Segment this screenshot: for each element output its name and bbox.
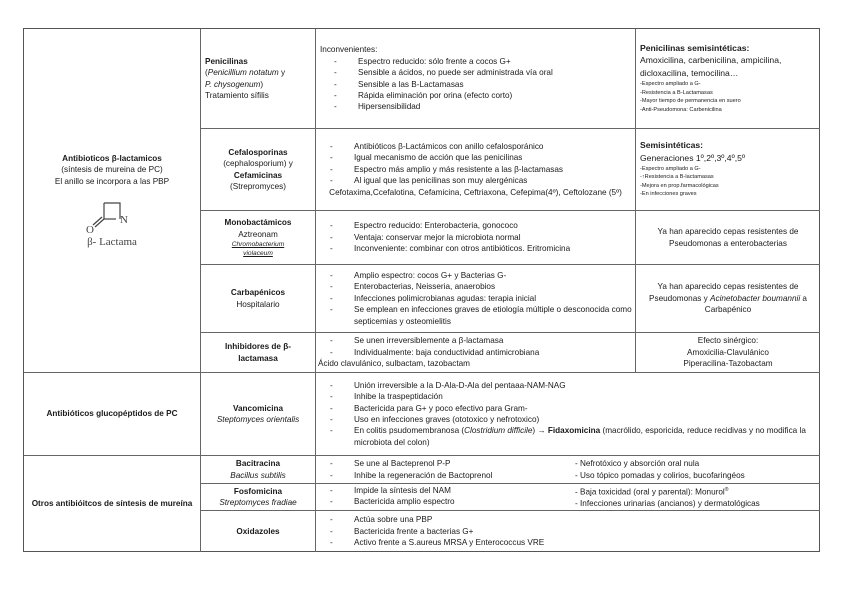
desc-vancomicina — [316, 373, 820, 456]
side-item: - Baja toxicidad (oral y parental): Monurol® — [575, 486, 729, 497]
desc-item: - Espectro más amplio y más resistente a las β-lactamasas — [330, 164, 635, 175]
examples: Ácido clavulánico, sulbactam, tazobactam — [318, 359, 471, 369]
desc-cefalosporinas — [316, 129, 636, 211]
desc-item: - Se une al Bacteprenol P-P — [330, 458, 575, 469]
desc-fosfomicina — [316, 484, 820, 511]
drug-source: Bacillus subtilis — [230, 470, 286, 480]
extra-small: -Mayor tiempo de permanencia en suero — [640, 98, 741, 105]
desc-item: - Bactericida para G+ y poco efectivo para Gram- — [330, 403, 820, 414]
desc-item: - Activo frente a S.aureus MRSA y Enterococcus VRE — [330, 537, 820, 548]
extra-carbapenicos — [636, 265, 820, 333]
extra-monobactamicos — [636, 211, 820, 265]
drug-name: Vancomicina — [232, 403, 284, 413]
extra-title: Semisintéticas: — [640, 140, 704, 151]
beta-lactam-molecule — [82, 195, 142, 248]
group-title: Otros antibióitcos de síntesis de mureína — [31, 499, 193, 509]
extra-small: -Anti-Pseudomona: Carbenicilina — [640, 106, 722, 113]
extra-text: Ya han aparecido cepas resistentes de Pseudomonas a enterobacterias — [657, 227, 799, 248]
extra-small: -Mejora en prop.farmacológicas — [640, 182, 719, 189]
molecule-label: β- Lactama — [87, 235, 137, 248]
extra-line: Amoxicilia-Clavulánico — [687, 347, 769, 357]
drug-source: (cephalosporium) y — [223, 159, 293, 169]
extra-line: Efecto sinérgico: — [697, 336, 759, 346]
desc-item: - Espectro reducido: sólo frente a cocos G+ — [334, 56, 635, 67]
desc-item: - Infecciones polimicrobianas agudas: terapia inicial — [330, 293, 635, 304]
desc-item: - Unión irreversible a la D-Ala-D-Ala del pentaaa-NAM-NAG — [330, 380, 820, 391]
desc-item: - Igual mecanismo de acción que las penicilinas — [330, 152, 635, 163]
group-title: Antibióticos glucopéptidos de PC — [46, 409, 178, 419]
desc-item: - Amplio espectro: cocos G+ y Bacterias G- — [330, 270, 635, 281]
desc-item: - Al igual que las penicilinas son muy alergénicas — [330, 175, 635, 186]
desc-monobactamicos — [316, 211, 636, 265]
group-note: El anillo se incorpora a las PBP — [54, 176, 170, 186]
desc-item: - Inconveniente: combinar con otros antibióticos. Eritromicina — [330, 243, 635, 254]
extra-text: Generaciones 1º,2º,3º,4º,5º — [640, 152, 746, 163]
extra-text: Ya han aparecido cepas resistentes de Pseudomonas y Acinetobacter boumannii a Carbapénico — [649, 282, 807, 315]
drug-name: Monobactámicos — [224, 218, 292, 228]
drug-source-2: (Strepromyces) — [230, 181, 286, 191]
extra-line: Piperacilina-Tazobactam — [683, 359, 773, 369]
group-others — [24, 456, 201, 552]
drug-cefalosporinas — [201, 129, 316, 211]
extra-penicilinas — [636, 29, 820, 129]
desc-item: - Sensible a ácidos, no puede ser administrada vía oral — [334, 67, 635, 78]
drug-name: Carbapénicos — [230, 288, 286, 298]
extra-small: -Resistencia a B-Lactamasas — [640, 89, 713, 96]
drug-inhibidores — [201, 333, 316, 373]
drug-oxidazoles — [201, 511, 316, 552]
extra-small: -En infecciones graves — [640, 191, 697, 198]
extra-small: -↑Resistencia a B-lactamasas — [640, 174, 714, 181]
side-item: - Nefrotóxico y absorción oral nula — [575, 459, 700, 469]
desc-item: - Bactericida frente a bacterias G+ — [330, 526, 820, 537]
group-title: Antibioticos β-lactamicos — [62, 153, 162, 163]
desc-item: - Espectro reducido: Enterobacteria, gonococo — [330, 220, 635, 231]
drug-note: Tratamiento sífilis — [205, 90, 269, 100]
extra-cefalosporinas — [636, 129, 820, 211]
drug-name: Fosfomicina — [233, 486, 283, 496]
examples: Cefotaxima,Ccefalotina, Cefamicina, Ceftriaxona, Cefepima(4º), Ceftolozane (5º) — [329, 187, 622, 197]
drug-source: (Penicillium notatum y — [205, 68, 286, 78]
drug-source: Chromobacterium violaceum — [231, 240, 285, 257]
desc-item: - Individualmente: baja conductividad antimicrobiana — [330, 347, 635, 358]
drug-name: Bacitracina — [235, 459, 281, 469]
drug-source-2: P. chysogenum) — [205, 79, 264, 89]
desc-bacitracina — [316, 456, 820, 484]
svg-text:O: O — [86, 223, 94, 235]
desc-item: - Inhibe la traspeptidación — [330, 391, 820, 402]
desc-item: - Hipersensibilidad — [334, 101, 635, 112]
drug-note: Hospitalario — [236, 299, 280, 309]
desc-item: - En colitis psudomembranosa (Clostridium difficile) → Fidaxomicina (macrólido, esporicida, reduce recidivas y no modifica la microbiota del colon) — [330, 425, 820, 448]
desc-item: - Antibióticos β-Lactámicos con anillo cefalosporánico — [330, 141, 635, 152]
desc-penicilinas — [316, 29, 636, 129]
desc-inhibidores — [316, 333, 636, 373]
group-subtitle: (síntesis de mureina de PC) — [61, 165, 163, 175]
drug-bacitracina — [201, 456, 316, 484]
drug-vancomicina — [201, 373, 316, 456]
extra-text: Amoxicilina, carbenicilina, ampicilina, dicloxacilina, temocilina… — [640, 55, 782, 79]
group-beta-lactam — [24, 29, 201, 373]
desc-item: - Sensible a las B-Lactamasas — [334, 79, 635, 90]
drug-name-2: Cefamicinas — [233, 170, 283, 180]
drug-example: Aztreonam — [238, 229, 278, 239]
desc-item: - Se unen irreversiblemente a β-lactamasa — [330, 335, 635, 346]
side-item: - Uso tópico pomadas y colirios, bucofaringéos — [575, 470, 745, 480]
group-glycopeptide — [24, 373, 201, 456]
desc-item: - Actúa sobre una PBP — [330, 514, 820, 525]
desc-item: - Uso en infecciones graves (ototoxico y nefrotoxico) — [330, 414, 820, 425]
drug-source: Streptomyces fradiae — [219, 498, 297, 507]
drug-name: Penicilinas — [205, 56, 248, 66]
beta-lactam-ring-icon — [82, 195, 142, 235]
extra-inhibidores — [636, 333, 820, 373]
extra-title: Penicilinas semisintéticas: — [640, 42, 750, 53]
drug-name: Inhibidores de β-lactamasa — [225, 342, 291, 363]
side-item: - Infecciones urinarias (ancianos) y dermatológicas — [575, 498, 760, 508]
extra-small: -Espectro ampliado a G- — [640, 81, 701, 88]
desc-header: Inconvenientes: — [320, 45, 378, 55]
extra-small: -Espectro ampliado a G- — [640, 165, 701, 172]
drug-name: Cefalosporinas — [228, 147, 288, 157]
drug-penicilinas — [201, 29, 316, 129]
desc-item: - Impide la síntesis del NAM — [330, 485, 575, 496]
desc-carbapenicos — [316, 265, 636, 333]
drug-source: Steptomyces orientalis — [216, 415, 300, 424]
desc-item: - Ventaja: conservar mejor la microbiota normal — [330, 232, 635, 243]
svg-text:N: N — [120, 213, 128, 226]
desc-item: - Se emplean en infecciones graves de etiología múltiple o desconocida como septicemias y osteomielitis — [330, 304, 635, 327]
drug-monobactamicos — [201, 211, 316, 265]
desc-item: - Rápida eliminación por orina (efecto corto) — [334, 90, 635, 101]
drug-carbapenicos — [201, 265, 316, 333]
drug-fosfomicina — [201, 484, 316, 511]
desc-item: - Inhibe la regeneración de Bactoprenol — [330, 470, 575, 481]
desc-oxidazoles — [316, 511, 820, 552]
desc-item: - Enterobacterias, Neisseria, anaerobios — [330, 281, 635, 292]
drug-name: Oxidazoles — [236, 526, 280, 536]
antibiotics-table — [23, 28, 820, 552]
desc-item: - Bactericida amplio espectro — [330, 496, 575, 507]
